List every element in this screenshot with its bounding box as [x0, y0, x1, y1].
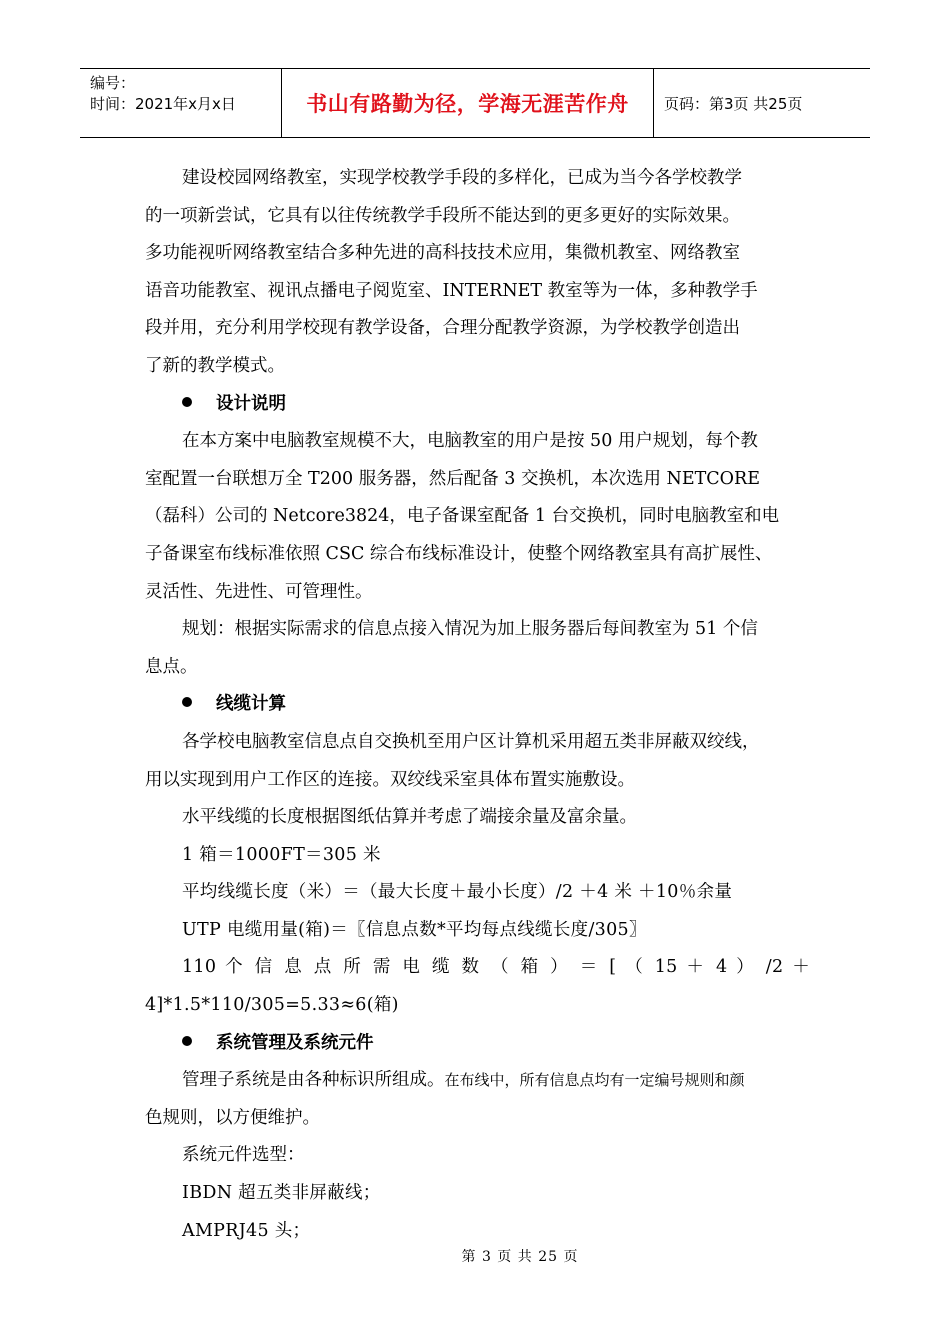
bullet-icon: [182, 1036, 192, 1046]
plan-line-0: 规划：根据实际需求的信息点接入情况为加上服务器后每间教室为 51 个信: [182, 619, 758, 640]
design-line-3: 子备课室布线标准依照 CSC 综合布线标准设计，使整个网络教室具有高扩展性、: [145, 543, 773, 564]
management-line-1: 色规则，以方便维护。: [145, 1107, 320, 1128]
intro-line-0: 建设校园网络教室，实现学校教学手段的多样化，已成为当今各学校教学: [182, 168, 742, 188]
intro-line-2: 多功能视听网络教室结合多种先进的高科技技术应用，集微机教室、网络教室: [145, 243, 740, 264]
design-line-2: （磊科）公司的 Netcore3824，电子备课室配备 1 台交换机，同时电脑教室和电: [145, 506, 780, 527]
component-item-0: 系统元件选型：: [182, 1145, 305, 1166]
bullet-icon: [182, 697, 192, 707]
section-title: 线缆计算: [216, 694, 286, 715]
cable-avg-formula: 平均线缆长度（米）＝（最大长度＋最小长度）/2 ＋4 米 ＋10％余量: [182, 882, 733, 903]
design-line-1: 室配置一台联想万全 T200 服务器，然后配备 3 交换机，本次选用 NETCORE: [145, 468, 760, 489]
intro-line-1: 的一项新尝试，它具有以往传统教学手段所不能达到的更多更好的实际效果。: [145, 205, 740, 226]
design-line-4: 灵活性、先进性、可管理性。: [145, 581, 373, 602]
intro-line-5: 了新的教学模式。: [145, 355, 285, 376]
section-title: 设计说明: [216, 393, 286, 414]
cable-line-0: 各学校电脑教室信息点自交换机至用户区计算机采用超五类非屏蔽双绞线，: [182, 731, 760, 752]
component-item-2: AMPRJ45 头；: [182, 1220, 311, 1241]
cable-calc-line-0: 110 个 信 息 点 所 需 电 缆 数 （ 箱 ） ＝ [ （ 15 ＋ 4 ） /2 ＋: [182, 957, 810, 978]
section-heading-cable: [145, 686, 810, 724]
design-line-0: 在本方案中电脑教室规模不大，电脑教室的用户是按 50 用户规划，每个教: [182, 431, 758, 452]
number-label: 编号：: [90, 74, 136, 92]
cable-box: 1 箱＝1000FT＝305 米: [182, 844, 381, 865]
plan-line-1: 息点。: [145, 656, 198, 677]
bullet-icon: [182, 397, 192, 407]
header-page-info: 页码：第3页 共25页: [664, 94, 803, 113]
cable-horizontal: 水平线缆的长度根据图纸估算并考虑了端接余量及富余量。: [182, 807, 637, 828]
time-label: 时间：2021年x月x日: [90, 95, 236, 113]
page-footer: 第 3 页 共 25 页: [461, 1249, 579, 1265]
cable-utp-formula: UTP 电缆用量(箱)＝〖信息点数*平均每点线缆长度/305〗: [182, 919, 647, 940]
section-heading-management: [145, 1025, 810, 1063]
section-title: 系统管理及系统元件: [216, 1032, 374, 1053]
management-line-0: [145, 1062, 810, 1100]
management-text-a: 管理子系统是由各种标识所组成。: [182, 1070, 445, 1091]
header-meta: [80, 69, 282, 137]
cable-calc-line-1: 4]*1.5*110/305=5.33≈6(箱): [145, 995, 399, 1016]
section-heading-design: [145, 386, 810, 424]
intro-line-4: 段并用，充分利用学校现有教学设备，合理分配教学资源，为学校教学创造出: [145, 318, 740, 339]
document-header: [80, 68, 870, 138]
header-motto: 书山有路勤为径，学海无涯苦作舟: [282, 69, 654, 137]
management-text-b: 在布线中，所有信息点均有一定编号规则和颜: [444, 1071, 745, 1090]
intro-line-3: 语音功能教室、视讯点播电子阅览室、INTERNET 教室等为一体，多种教学手: [145, 280, 758, 301]
document-body: [145, 160, 810, 1250]
cable-line-1: 用以实现到用户工作区的连接。双绞线采室具体布置实施敷设。: [145, 769, 635, 790]
component-item-1: IBDN 超五类非屏蔽线；: [182, 1183, 381, 1204]
